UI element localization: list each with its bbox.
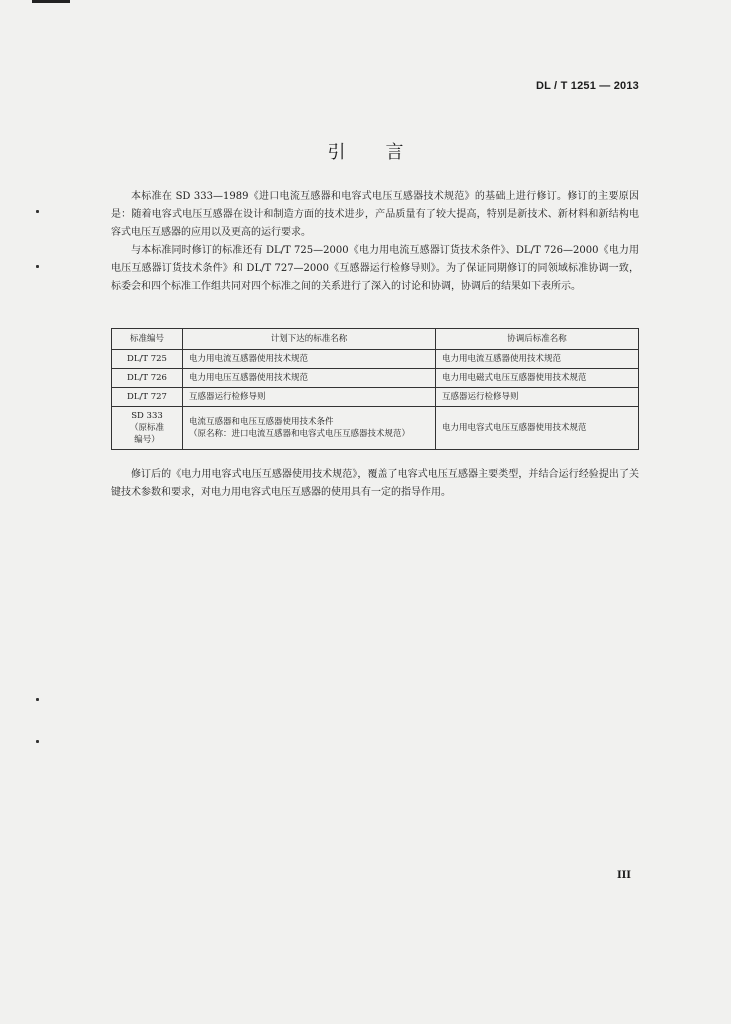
scan-edge-mark [32,0,70,3]
table-cell: 电力用电压互感器使用技术规范 [183,369,436,388]
table-header-row [112,329,639,350]
intro-paragraph-2 [111,242,639,296]
table-cell: 电力用电流互感器使用技术规范 [183,350,436,369]
table-cell: DL/T 725 [112,350,183,369]
table-cell: DL/T 727 [112,388,183,407]
intro-paragraph-1 [111,188,639,242]
table-cell [112,407,183,450]
scan-speck [36,698,39,701]
column-header: 计划下达的标准名称 [183,329,436,350]
cell-line: （原标准 [129,423,164,433]
table-cell [183,407,436,450]
page-number: III [616,870,631,881]
table-cell: 电力用电磁式电压互感器使用技术规范 [436,369,639,388]
table-cell: DL/T 726 [112,369,183,388]
standard-code-header: DL / T 1251 — 2013 [535,80,639,92]
cell-line: SD 333 [131,411,163,421]
table-row [112,388,639,407]
table-cell: 电力用电容式电压互感器使用技术规范 [436,407,639,450]
paragraph-text: 与本标准同时修订的标准还有 DL/T 725—2000《电力用电流互感器订货技术条件》、DL/T 726—2000《电力用电压互感器订货技术条件》和 DL/T 727—2000《互感器运行检修导则》。为了保证同期修订的同领域标准协调一致，标委会和四个标准工作组共同对四个标准之间的关系进行了深入的讨论和协调，协调后的结果如下表所示。 [111,245,639,292]
paragraph-text: 修订后的《电力用电容式电压互感器使用技术规范》，覆盖了电容式电压互感器主要类型，并结合运行经验提出了关键技术参数和要求，对电力用电容式电压互感器的使用具有一定的指导作用。 [111,469,639,498]
scan-speck [36,265,39,268]
table-cell: 互感器运行检修导则 [183,388,436,407]
column-header: 标准编号 [112,329,183,350]
standards-table [111,328,639,450]
scan-speck [36,210,39,213]
table-row [112,407,639,450]
table-cell: 电力用电流互感器使用技术规范 [436,350,639,369]
scan-speck [36,740,39,743]
paragraph-text: 本标准在 SD 333—1989《进口电流互感器和电容式电压互感器技术规范》的基础上进行修订。修订的主要原因是：随着电容式电压互感器在设计和制造方面的技术进步，产品质量有了较大提高，特别是新技术、新材料和新结构电容式电压互感器的应用以及更高的运行要求。 [111,191,639,238]
cell-line: 编号） [134,435,160,445]
page-title: 引言 [327,142,444,163]
intro-paragraph-3 [111,466,639,502]
table-cell: 互感器运行检修导则 [436,388,639,407]
table-row [112,369,639,388]
column-header: 协调后标准名称 [436,329,639,350]
cell-line: （原名称：进口电流互感器和电容式电压互感器技术规范） [189,429,411,439]
table-row [112,350,639,369]
cell-line: 电流互感器和电压互感器使用技术条件 [189,417,334,427]
